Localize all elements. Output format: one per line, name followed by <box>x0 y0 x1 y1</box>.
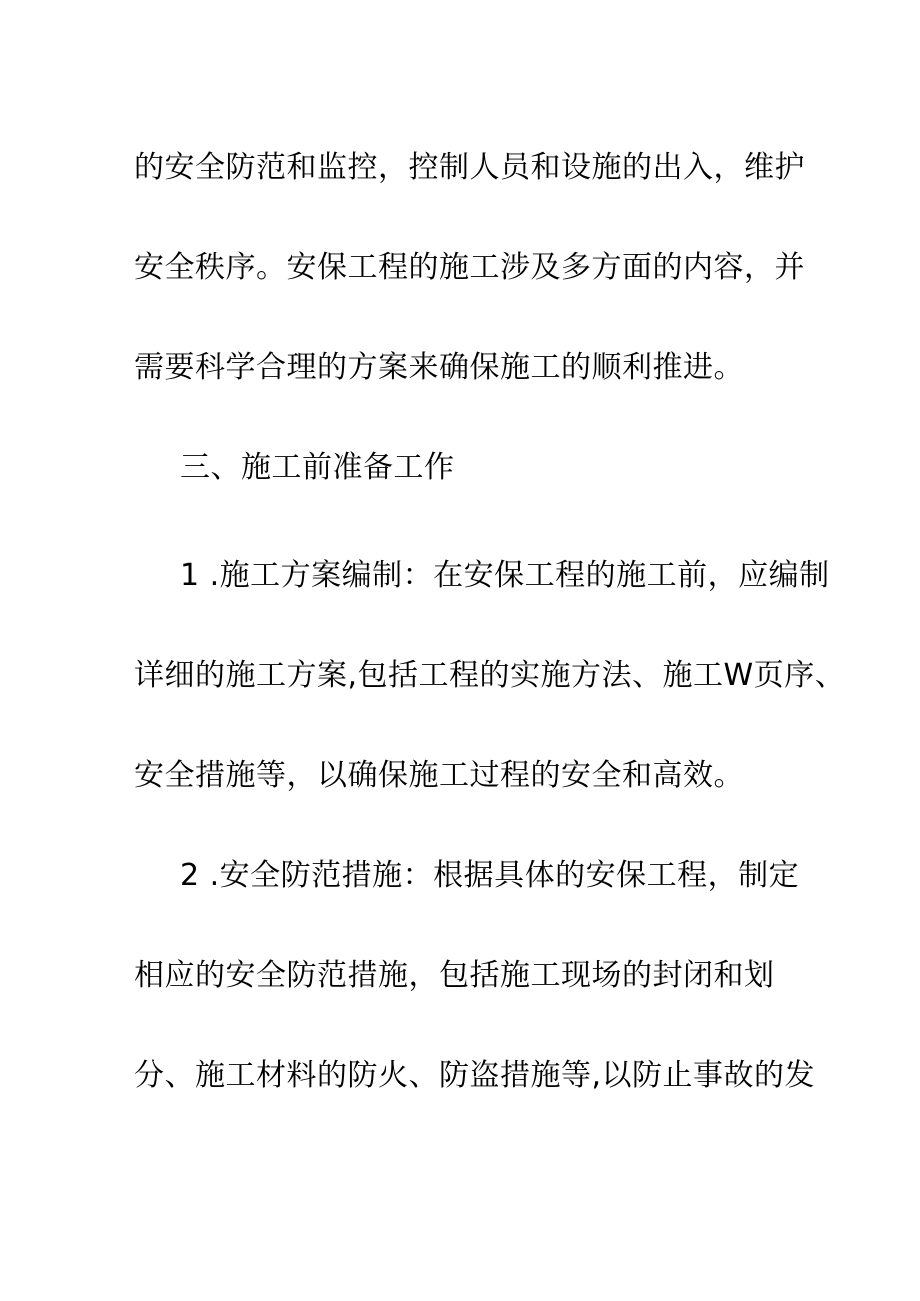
section-heading: 三、施工前准备工作 <box>180 450 455 485</box>
paragraph-line-1: 的安全防范和监控，控制人员和设施的出入，维护 <box>134 150 805 185</box>
paragraph-line-3: 需要科学合理的方案来确保施工的顺利推进。 <box>134 350 744 385</box>
item-1-line-3: 安全措施等，以确保施工过程的安全和高效。 <box>134 758 744 793</box>
item-2-line-3: 分、施工材料的防火、防盗措施等,以防止事故的发 <box>134 1058 816 1093</box>
item-1-line-1: 1 .施工方案编制：在安保工程的施工前，应编制 <box>180 558 830 593</box>
item-2-line-1: 2 .安全防范措施：根据具体的安保工程，制定 <box>180 858 800 893</box>
paragraph-line-2: 安全秩序。安保工程的施工涉及多方面的内容，并 <box>134 250 805 285</box>
item-1-line-2: 详细的施工方案,包括工程的实施方法、施工W页序、 <box>134 658 846 693</box>
item-2-line-2: 相应的安全防范措施，包括施工现场的封闭和划 <box>134 958 775 993</box>
